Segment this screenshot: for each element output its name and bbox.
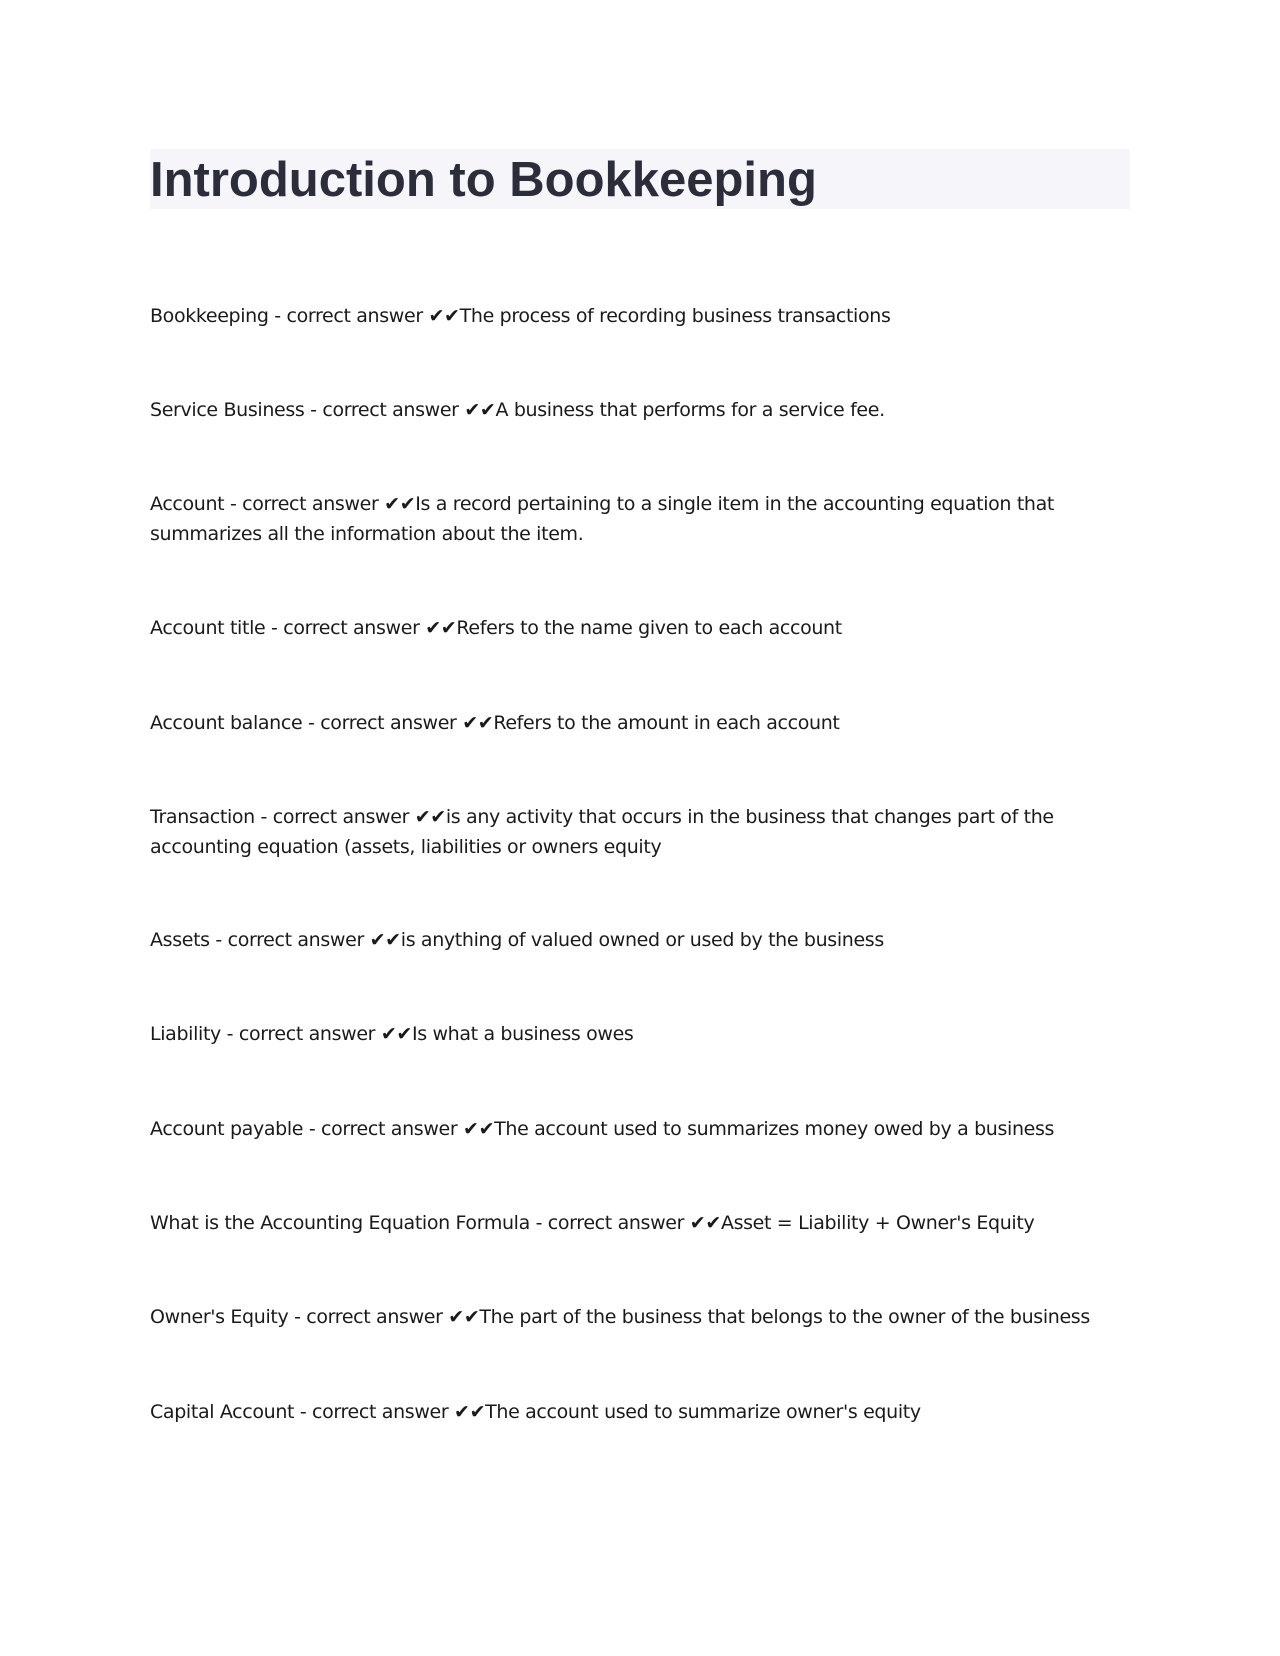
flashcard-entry (150, 802, 1130, 862)
entry-term: Bookkeeping (150, 305, 269, 327)
double-check-icon: ✔✔ (375, 1023, 412, 1045)
entry-separator: - (254, 806, 273, 828)
entry-separator: - (529, 1212, 548, 1234)
entry-term: Service Business (150, 399, 305, 421)
flashcard-entry (150, 1302, 1130, 1332)
entry-definition: Is what a business owes (411, 1023, 634, 1045)
flashcard-entry (150, 301, 1130, 331)
double-check-icon: ✔✔ (409, 806, 446, 828)
flashcard-entry (150, 925, 1130, 955)
entry-definition: The account used to summarizes money owed by a business (494, 1118, 1055, 1140)
entry-term: Account (150, 493, 225, 515)
entry-term: What is the Accounting Equation Formula (150, 1212, 530, 1234)
entry-answer-label: correct answer (272, 806, 410, 828)
double-check-icon: ✔✔ (363, 929, 401, 951)
double-check-icon: ✔✔ (378, 493, 416, 515)
entry-definition: Refers to the name given to each account (456, 617, 842, 639)
flashcard-entry (150, 613, 1130, 643)
entry-answer-label: correct answer (322, 399, 459, 421)
entry-separator: - (304, 399, 323, 421)
flashcard-entry (150, 489, 1130, 549)
entry-answer-label: correct answer (547, 1212, 685, 1234)
double-check-icon: ✔✔ (458, 399, 496, 421)
flashcard-entry (150, 1019, 1130, 1049)
entry-answer-label: correct answer (306, 1306, 443, 1328)
entry-separator: - (224, 493, 243, 515)
entry-answer-label: correct answer (321, 1118, 458, 1140)
entry-answer-label: correct answer (283, 617, 420, 639)
entry-definition: A business that performs for a service fee. (495, 399, 885, 421)
entry-term: Account title (150, 617, 266, 639)
flashcard-entry (150, 1114, 1130, 1144)
flashcard-entry (150, 395, 1130, 425)
flashcard-entry (150, 1208, 1130, 1238)
flashcard-entry (150, 708, 1130, 738)
entry-answer-label: correct answer (227, 929, 364, 951)
entry-separator: - (294, 1401, 313, 1423)
entry-term: Transaction (150, 806, 255, 828)
entry-definition: The account used to summarize owner's equity (485, 1401, 921, 1423)
double-check-icon: ✔✔ (419, 617, 457, 639)
entry-answer-label: correct answer (320, 712, 457, 734)
entry-term: Capital Account (150, 1401, 295, 1423)
entry-definition: Refers to the amount in each account (493, 712, 840, 734)
double-check-icon: ✔✔ (422, 305, 460, 327)
entry-separator: - (268, 305, 287, 327)
entry-definition: The process of recording business transactions (459, 305, 891, 327)
entry-term: Assets (150, 929, 210, 951)
entry-definition: Is a record pertaining to a single item in the accounting equation that summarizes all the information about the item. (150, 493, 1055, 545)
entry-term: Account balance (150, 712, 303, 734)
entry-separator: - (265, 617, 284, 639)
entry-separator: - (303, 1118, 322, 1140)
double-check-icon: ✔✔ (442, 1306, 480, 1328)
entry-answer-label: correct answer (242, 493, 379, 515)
entry-definition: is anything of valued owned or used by the business (400, 929, 884, 951)
entry-definition: The part of the business that belongs to the owner of the business (479, 1306, 1090, 1328)
entry-term: Account payable (150, 1118, 304, 1140)
double-check-icon: ✔✔ (457, 1118, 495, 1140)
entry-definition: is any activity that occurs in the business that changes part of the accounting equation (assets, liabilities or owners equity (150, 806, 1054, 858)
entry-answer-label: correct answer (286, 305, 423, 327)
entry-separator: - (220, 1023, 239, 1045)
double-check-icon: ✔✔ (456, 712, 494, 734)
double-check-icon: ✔✔ (448, 1401, 486, 1423)
entry-term: Owner's Equity (150, 1306, 289, 1328)
entry-answer-label: correct answer (238, 1023, 376, 1045)
entry-answer-label: correct answer (312, 1401, 449, 1423)
double-check-icon: ✔✔ (684, 1212, 721, 1234)
flashcard-entry (150, 1397, 1130, 1427)
entry-separator: - (302, 712, 321, 734)
entry-term: Liability (150, 1023, 221, 1045)
page-title: Introduction to Bookkeeping (150, 153, 817, 207)
entry-separator: - (209, 929, 228, 951)
entry-definition: Asset = Liability + Owner's Equity (720, 1212, 1035, 1234)
entry-separator: - (288, 1306, 307, 1328)
